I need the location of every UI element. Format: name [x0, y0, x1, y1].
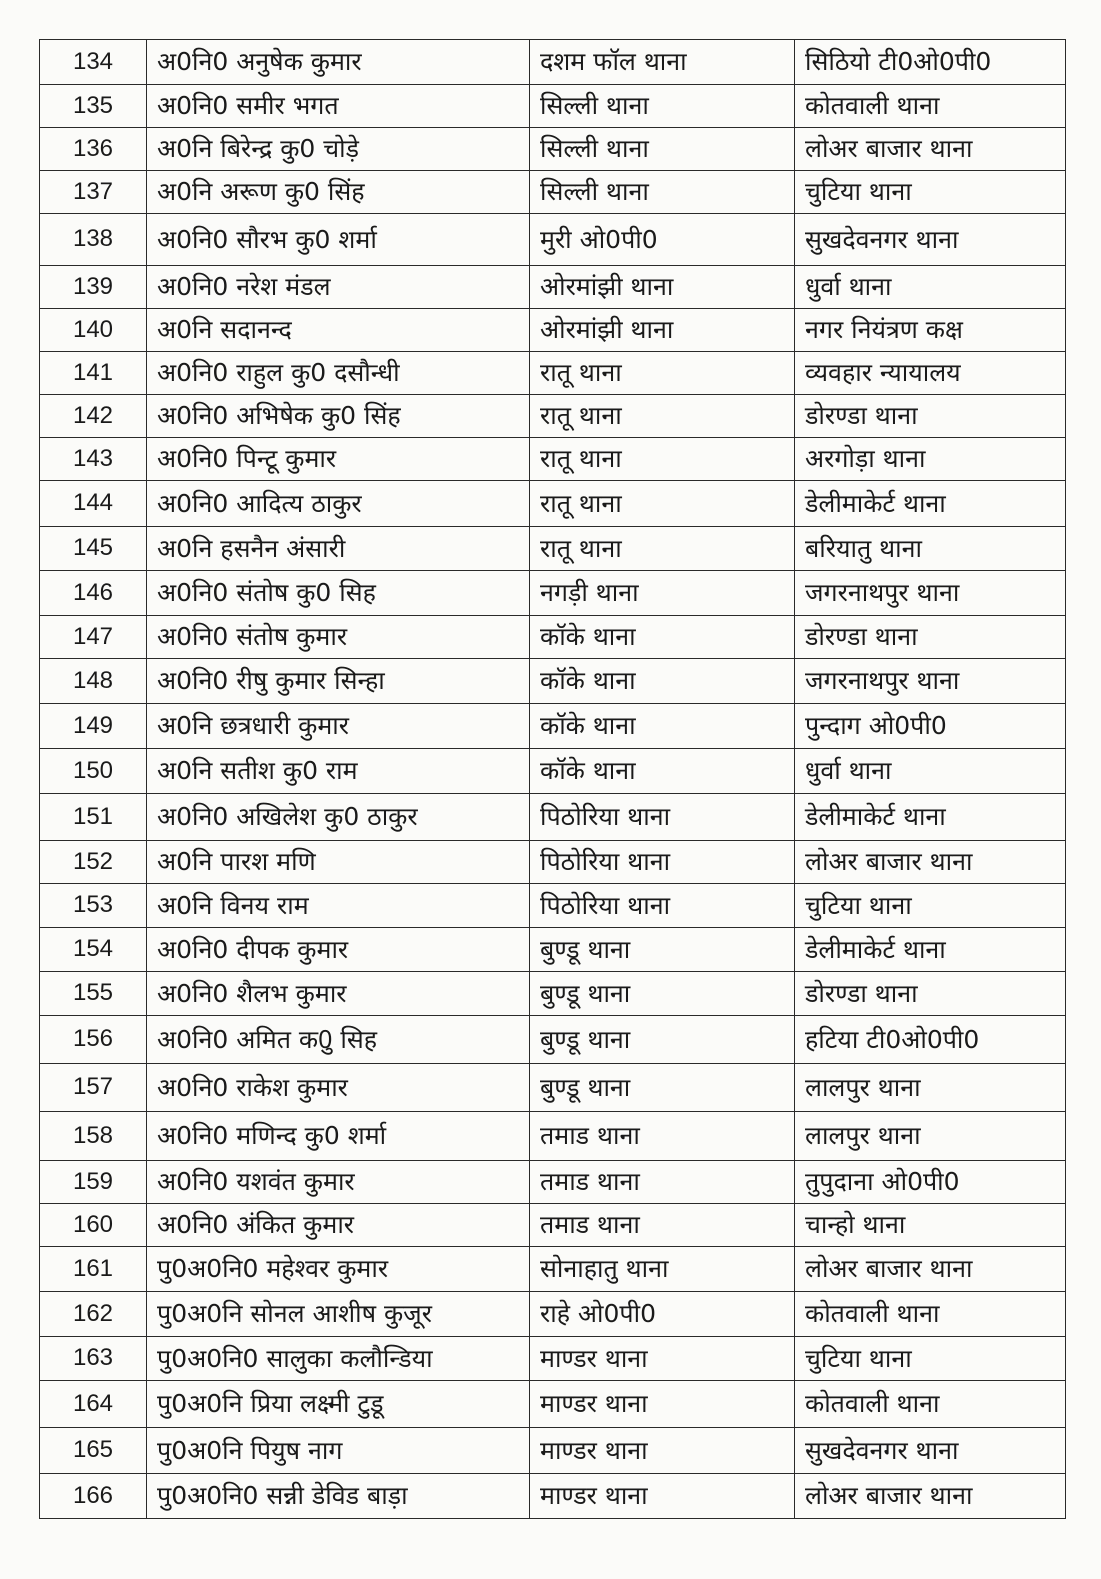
current-station-cell: माण्डर थाना	[530, 1381, 795, 1428]
current-station-cell: मुरी ओ0पी0	[530, 214, 795, 266]
serial-number-cell: 136	[40, 128, 147, 171]
current-station-cell: तमाड थाना	[530, 1112, 795, 1161]
transfer-list-sheet	[39, 39, 1065, 1519]
current-station-cell: माण्डर थाना	[530, 1474, 795, 1519]
current-station-cell: दशम फॉल थाना	[530, 40, 795, 85]
table-row	[40, 352, 1066, 395]
serial-number-cell: 151	[40, 794, 147, 841]
officer-name-cell: अ0नि बिरेन्द्र कु0 चोड़े	[147, 128, 530, 171]
serial-number-cell: 163	[40, 1337, 147, 1381]
new-posting-cell: चुटिया थाना	[795, 884, 1066, 928]
serial-number-cell: 139	[40, 266, 147, 309]
officer-name-cell: अ0नि0 अमित क0ु सिह	[147, 1016, 530, 1064]
new-posting-cell: धुर्वा थाना	[795, 266, 1066, 309]
officer-name-cell: अ0नि0 सौरभ कु0 शर्मा	[147, 214, 530, 266]
officer-name-cell: पु0अ0नि0 सन्नी डेविड बाड़ा	[147, 1474, 530, 1519]
serial-number-cell: 142	[40, 395, 147, 438]
current-station-cell: बुण्डू थाना	[530, 928, 795, 972]
new-posting-cell: डेलीमाकेर्ट थाना	[795, 928, 1066, 972]
officer-name-cell: अ0नि0 राहुल कु0 दसौन्धी	[147, 352, 530, 395]
transfer-table	[39, 39, 1066, 1519]
new-posting-cell: चान्हो थाना	[795, 1204, 1066, 1247]
officer-name-cell: अ0नि0 समीर भगत	[147, 85, 530, 128]
current-station-cell: कॉके थाना	[530, 749, 795, 794]
table-row	[40, 128, 1066, 171]
current-station-cell: ओरमांझी थाना	[530, 309, 795, 352]
new-posting-cell: कोतवाली थाना	[795, 85, 1066, 128]
serial-number-cell: 153	[40, 884, 147, 928]
officer-name-cell: अ0नि अरूण कु0 सिंह	[147, 171, 530, 214]
officer-name-cell: अ0नि0 पिन्टू कुमार	[147, 438, 530, 481]
new-posting-cell: जगरनाथपुर थाना	[795, 571, 1066, 616]
officer-name-cell: अ0नि हसनैन अंसारी	[147, 527, 530, 571]
new-posting-cell: व्यवहार न्यायालय	[795, 352, 1066, 395]
table-row	[40, 571, 1066, 616]
new-posting-cell: जगरनाथपुर थाना	[795, 659, 1066, 704]
new-posting-cell: सुखदेवनगर थाना	[795, 1428, 1066, 1474]
serial-number-cell: 162	[40, 1292, 147, 1337]
table-row	[40, 972, 1066, 1016]
current-station-cell: पिठोरिया थाना	[530, 841, 795, 884]
table-row	[40, 40, 1066, 85]
table-row	[40, 1474, 1066, 1519]
new-posting-cell: सिठियो टी0ओ0पी0	[795, 40, 1066, 85]
officer-name-cell: अ0नि0 आदित्य ठाकुर	[147, 481, 530, 527]
officer-name-cell: अ0नि0 राकेश कुमार	[147, 1064, 530, 1112]
officer-name-cell: पु0अ0नि प्रिया लक्ष्मी टुडू	[147, 1381, 530, 1428]
current-station-cell: तमाड थाना	[530, 1204, 795, 1247]
officer-name-cell: अ0नि0 दीपक कुमार	[147, 928, 530, 972]
table-row	[40, 1161, 1066, 1204]
officer-name-cell: पु0अ0नि पियुष नाग	[147, 1428, 530, 1474]
table-row	[40, 884, 1066, 928]
new-posting-cell: बरियातु थाना	[795, 527, 1066, 571]
officer-name-cell: अ0नि0 अभिषेक कु0 सिंह	[147, 395, 530, 438]
current-station-cell: सोनाहातु थाना	[530, 1247, 795, 1292]
serial-number-cell: 158	[40, 1112, 147, 1161]
table-row	[40, 1292, 1066, 1337]
current-station-cell: कॉके थाना	[530, 704, 795, 749]
serial-number-cell: 140	[40, 309, 147, 352]
officer-name-cell: पु0अ0नि0 महेश्वर कुमार	[147, 1247, 530, 1292]
serial-number-cell: 148	[40, 659, 147, 704]
new-posting-cell: डोरण्डा थाना	[795, 616, 1066, 659]
serial-number-cell: 155	[40, 972, 147, 1016]
new-posting-cell: कोतवाली थाना	[795, 1381, 1066, 1428]
officer-name-cell: अ0नि0 अंकित कुमार	[147, 1204, 530, 1247]
table-row	[40, 481, 1066, 527]
new-posting-cell: अरगोड़ा थाना	[795, 438, 1066, 481]
serial-number-cell: 143	[40, 438, 147, 481]
current-station-cell: नगड़ी थाना	[530, 571, 795, 616]
current-station-cell: बुण्डू थाना	[530, 1064, 795, 1112]
new-posting-cell: धुर्वा थाना	[795, 749, 1066, 794]
current-station-cell: रातू थाना	[530, 352, 795, 395]
officer-name-cell: अ0नि विनय राम	[147, 884, 530, 928]
new-posting-cell: चुटिया थाना	[795, 171, 1066, 214]
officer-name-cell: अ0नि छत्रधारी कुमार	[147, 704, 530, 749]
new-posting-cell: लोअर बाजार थाना	[795, 1474, 1066, 1519]
serial-number-cell: 149	[40, 704, 147, 749]
new-posting-cell: कोतवाली थाना	[795, 1292, 1066, 1337]
serial-number-cell: 157	[40, 1064, 147, 1112]
new-posting-cell: सुखदेवनगर थाना	[795, 214, 1066, 266]
table-row	[40, 266, 1066, 309]
new-posting-cell: डेलीमाकेर्ट थाना	[795, 794, 1066, 841]
officer-name-cell: अ0नि0 संतोष कुमार	[147, 616, 530, 659]
new-posting-cell: तुपुदाना ओ0पी0	[795, 1161, 1066, 1204]
new-posting-cell: लोअर बाजार थाना	[795, 841, 1066, 884]
serial-number-cell: 147	[40, 616, 147, 659]
officer-name-cell: पु0अ0नि0 सालुका कलौन्डिया	[147, 1337, 530, 1381]
officer-name-cell: अ0नि0 अखिलेश कु0 ठाकुर	[147, 794, 530, 841]
serial-number-cell: 165	[40, 1428, 147, 1474]
new-posting-cell: चुटिया थाना	[795, 1337, 1066, 1381]
serial-number-cell: 161	[40, 1247, 147, 1292]
table-row	[40, 841, 1066, 884]
officer-name-cell: अ0नि0 अनुषेक कुमार	[147, 40, 530, 85]
new-posting-cell: डोरण्डा थाना	[795, 972, 1066, 1016]
table-row	[40, 659, 1066, 704]
table-row	[40, 1247, 1066, 1292]
officer-name-cell: अ0नि सतीश कु0 राम	[147, 749, 530, 794]
new-posting-cell: डोरण्डा थाना	[795, 395, 1066, 438]
current-station-cell: कॉके थाना	[530, 616, 795, 659]
table-row	[40, 1204, 1066, 1247]
table-row	[40, 438, 1066, 481]
officer-name-cell: अ0नि0 संतोष कु0 सिह	[147, 571, 530, 616]
new-posting-cell: नगर नियंत्रण कक्ष	[795, 309, 1066, 352]
table-row	[40, 616, 1066, 659]
officer-name-cell: अ0नि0 शैलभ कुमार	[147, 972, 530, 1016]
current-station-cell: पिठोरिया थाना	[530, 884, 795, 928]
serial-number-cell: 145	[40, 527, 147, 571]
current-station-cell: सिल्ली थाना	[530, 85, 795, 128]
serial-number-cell: 138	[40, 214, 147, 266]
current-station-cell: रातू थाना	[530, 527, 795, 571]
serial-number-cell: 135	[40, 85, 147, 128]
table-row	[40, 171, 1066, 214]
officer-name-cell: अ0नि0 नरेश मंडल	[147, 266, 530, 309]
serial-number-cell: 137	[40, 171, 147, 214]
new-posting-cell: हटिया टी0ओ0पी0	[795, 1016, 1066, 1064]
new-posting-cell: पुन्दाग ओ0पी0	[795, 704, 1066, 749]
serial-number-cell: 156	[40, 1016, 147, 1064]
serial-number-cell: 159	[40, 1161, 147, 1204]
current-station-cell: रातू थाना	[530, 395, 795, 438]
current-station-cell: कॉके थाना	[530, 659, 795, 704]
current-station-cell: सिल्ली थाना	[530, 171, 795, 214]
new-posting-cell: लालपुर थाना	[795, 1064, 1066, 1112]
table-row	[40, 1064, 1066, 1112]
table-row	[40, 704, 1066, 749]
officer-name-cell: अ0नि0 यशवंत कुमार	[147, 1161, 530, 1204]
table-row	[40, 85, 1066, 128]
serial-number-cell: 134	[40, 40, 147, 85]
serial-number-cell: 146	[40, 571, 147, 616]
officer-name-cell: अ0नि0 रीषु कुमार सिन्हा	[147, 659, 530, 704]
new-posting-cell: लालपुर थाना	[795, 1112, 1066, 1161]
table-row	[40, 527, 1066, 571]
current-station-cell: ओरमांझी थाना	[530, 266, 795, 309]
officer-name-cell: पु0अ0नि सोनल आशीष कुजूर	[147, 1292, 530, 1337]
table-row	[40, 1381, 1066, 1428]
transfer-table-body	[40, 40, 1066, 1519]
current-station-cell: पिठोरिया थाना	[530, 794, 795, 841]
officer-name-cell: अ0नि सदानन्द	[147, 309, 530, 352]
current-station-cell: राहे ओ0पी0	[530, 1292, 795, 1337]
table-row	[40, 1337, 1066, 1381]
current-station-cell: बुण्डू थाना	[530, 1016, 795, 1064]
new-posting-cell: डेलीमाकेर्ट थाना	[795, 481, 1066, 527]
officer-name-cell: अ0नि0 मणिन्द कु0 शर्मा	[147, 1112, 530, 1161]
serial-number-cell: 150	[40, 749, 147, 794]
table-row	[40, 395, 1066, 438]
current-station-cell: रातू थाना	[530, 481, 795, 527]
table-row	[40, 749, 1066, 794]
table-row	[40, 214, 1066, 266]
serial-number-cell: 164	[40, 1381, 147, 1428]
new-posting-cell: लोअर बाजार थाना	[795, 1247, 1066, 1292]
current-station-cell: तमाड थाना	[530, 1161, 795, 1204]
serial-number-cell: 144	[40, 481, 147, 527]
current-station-cell: रातू थाना	[530, 438, 795, 481]
serial-number-cell: 160	[40, 1204, 147, 1247]
current-station-cell: बुण्डू थाना	[530, 972, 795, 1016]
table-row	[40, 1112, 1066, 1161]
current-station-cell: माण्डर थाना	[530, 1428, 795, 1474]
serial-number-cell: 166	[40, 1474, 147, 1519]
officer-name-cell: अ0नि पारश मणि	[147, 841, 530, 884]
table-row	[40, 309, 1066, 352]
table-row	[40, 1016, 1066, 1064]
current-station-cell: सिल्ली थाना	[530, 128, 795, 171]
serial-number-cell: 154	[40, 928, 147, 972]
table-row	[40, 928, 1066, 972]
current-station-cell: माण्डर थाना	[530, 1337, 795, 1381]
serial-number-cell: 141	[40, 352, 147, 395]
table-row	[40, 1428, 1066, 1474]
serial-number-cell: 152	[40, 841, 147, 884]
table-row	[40, 794, 1066, 841]
new-posting-cell: लोअर बाजार थाना	[795, 128, 1066, 171]
